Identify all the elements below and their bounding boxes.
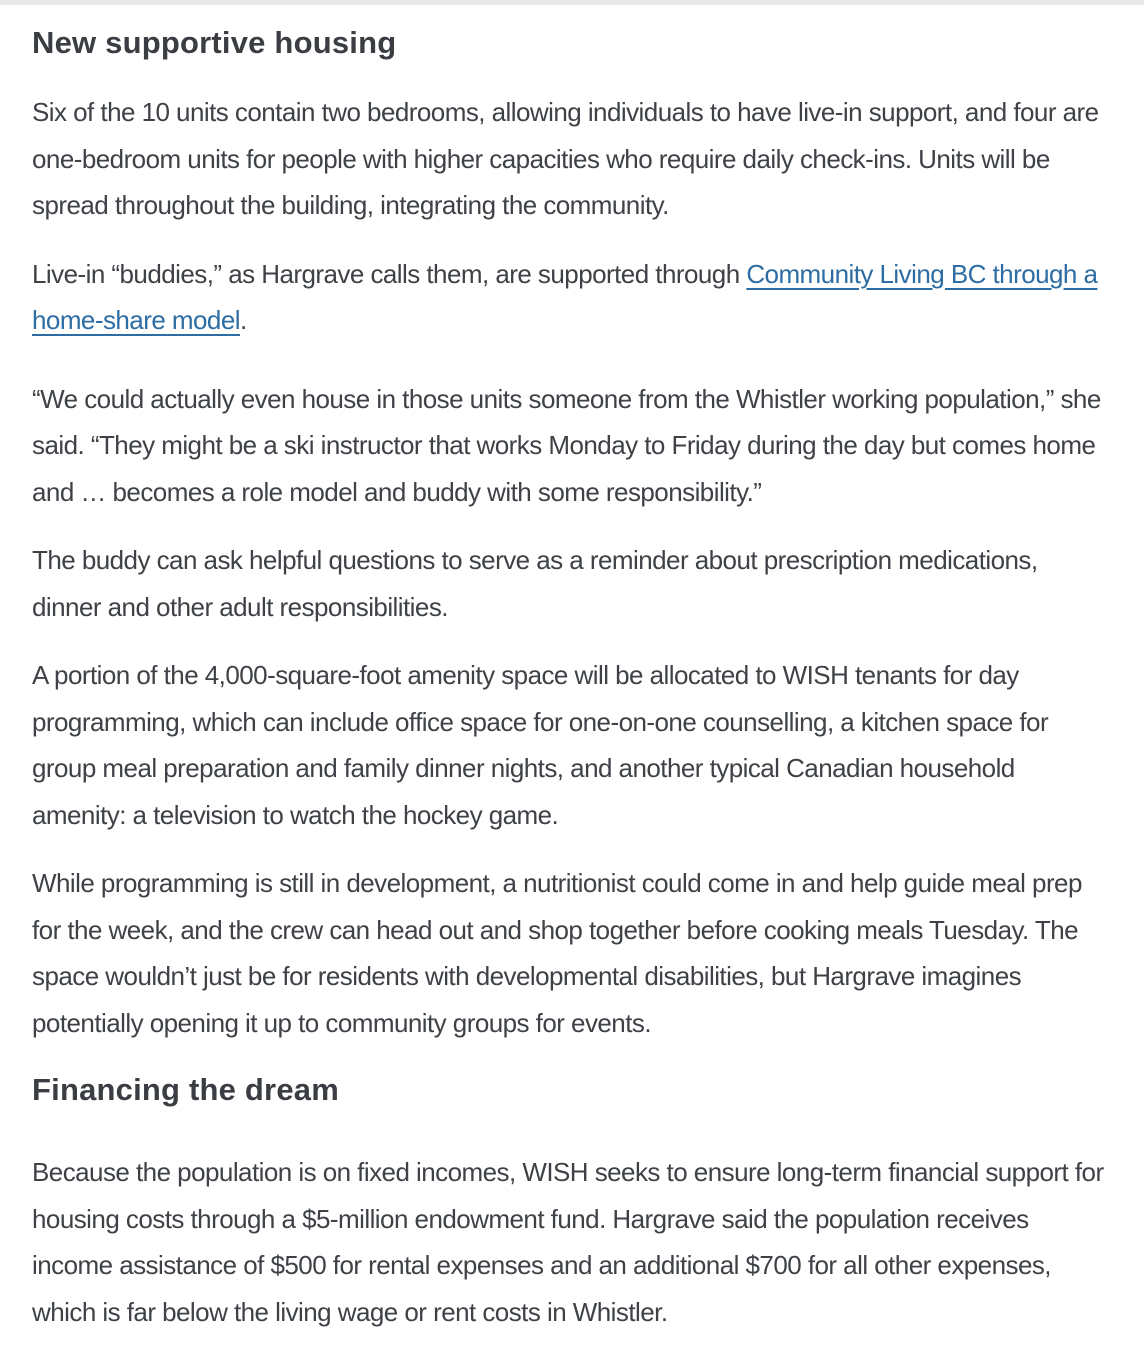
paragraph-financing: Because the population is on fixed incomes, WISH seeks to ensure long-term financial support for housing costs through a $5-million endowment fund. Hargrave said the population receives income assistance of $500 for rental expenses and an additional $700 for all other expenses, which is far below the living wage or rent costs in Whistler. (32, 1157, 1104, 1327)
paragraph-buddies-text-before: Live-in “buddies,” as Hargrave calls them, are supported through (32, 258, 747, 289)
top-divider (0, 0, 1144, 5)
section-heading-new-supportive-housing: New supportive housing (32, 25, 397, 60)
paragraph-buddies (32, 251, 1112, 344)
section-heading-financing-the-dream: Financing the dream (32, 1072, 339, 1107)
paragraph-amenity-space: A portion of the 4,000-square-foot amenity space will be allocated to WISH tenants for day programming, which can include office space for one-on-one counselling, a kitchen space for group meal preparation and family dinner nights, and another typical Canadian household amenity: a television to watch the hockey game. (32, 660, 1049, 830)
community-living-bc-link[interactable]: Community Living BC through a home-share model (32, 258, 1098, 335)
paragraph-units: Six of the 10 units contain two bedrooms, allowing individuals to have live-in support, and four are one-bedroom units for people with higher capacities who require daily check-ins. Units will be spread throughout the building, integrating the community. (32, 97, 1099, 220)
article-body (0, 23, 1144, 1335)
paragraph-programming: While programming is still in development, a nutritionist could come in and help guide meal prep for the week, and the crew can head out and shop together before cooking meals Tuesday. The space wouldn’t just be for residents with developmental disabilities, but Hargrave imagines potentially opening it up to community groups for events. (32, 868, 1082, 1038)
paragraph-quote: “We could actually even house in those units someone from the Whistler working population,” she said. “They might be a ski instructor that works Monday to Friday during the day but comes home and … becomes a role model and buddy with some responsibility.” (32, 383, 1101, 507)
paragraph-buddy-role: The buddy can ask helpful questions to serve as a reminder about prescription medications, dinner and other adult responsibilities. (32, 545, 1038, 622)
paragraph-buddies-text-after: . (239, 305, 247, 335)
